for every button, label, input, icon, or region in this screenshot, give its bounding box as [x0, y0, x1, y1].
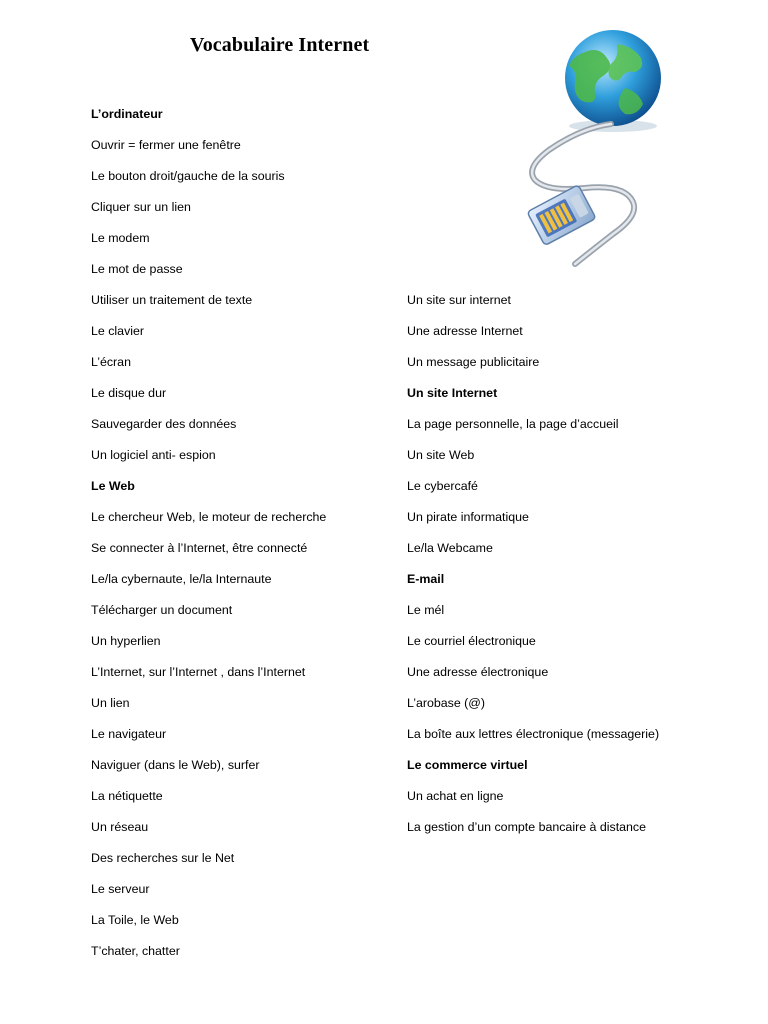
vocabulary-item: Sauvegarder des données: [91, 417, 237, 431]
vocabulary-item: L’Internet, sur l’Internet , dans l’Internet: [91, 665, 306, 679]
vocabulary-item: L’ordinateur: [91, 107, 163, 121]
vocabulary-item: Cliquer sur un lien: [91, 200, 191, 214]
vocabulary-item: Un pirate informatique: [407, 510, 529, 524]
vocabulary-item: Le chercheur Web, le moteur de recherche: [91, 510, 327, 524]
vocabulary-item: Un réseau: [91, 820, 149, 834]
vocabulary-item: Se connecter à l’Internet, être connecté: [91, 541, 308, 555]
vocabulary-item: Le bouton droit/gauche de la souris: [91, 169, 285, 183]
vocabulary-item: Le clavier: [91, 324, 145, 338]
vocabulary-item: Le modem: [91, 231, 150, 245]
vocabulary-item: Un site Internet: [407, 386, 498, 400]
vocabulary-item: Le disque dur: [91, 386, 167, 400]
vocabulary-item: Un logiciel anti- espion: [91, 448, 216, 462]
vocabulary-item: Le cybercafé: [407, 479, 478, 493]
vocabulary-item: Le/la cybernaute, le/la Internaute: [91, 572, 272, 586]
vocabulary-item: E-mail: [407, 572, 445, 586]
vocabulary-item: La gestion d’un compte bancaire à distance: [407, 820, 647, 834]
vocabulary-item: Une adresse Internet: [407, 324, 523, 338]
vocabulary-item: Un site sur internet: [407, 293, 511, 307]
vocabulary-item: Des recherches sur le Net: [91, 851, 235, 865]
vocabulary-list-right: [407, 290, 659, 848]
vocabulary-item: L’écran: [91, 355, 131, 369]
vocabulary-item: La nétiquette: [91, 789, 163, 803]
vocabulary-item: L’arobase (@): [407, 696, 486, 710]
vocabulary-item: Le serveur: [91, 882, 150, 896]
vocabulary-item: Un message publicitaire: [407, 355, 540, 369]
vocabulary-item: Naviguer (dans le Web), surfer: [91, 758, 260, 772]
vocabulary-item: La boîte aux lettres électronique (messagerie): [407, 727, 660, 741]
vocabulary-item: Un lien: [91, 696, 130, 710]
vocabulary-item: Le/la Webcame: [407, 541, 493, 555]
vocabulary-item: Le mél: [407, 603, 445, 617]
vocabulary-item: T’chater, chatter: [91, 944, 180, 958]
vocabulary-item: Le navigateur: [91, 727, 167, 741]
globe-with-network-cable-icon: [505, 26, 685, 276]
vocabulary-item: Le mot de passe: [91, 262, 183, 276]
vocabulary-item: Un site Web: [407, 448, 475, 462]
vocabulary-item: Le Web: [91, 479, 135, 493]
vocabulary-item: Un hyperlien: [91, 634, 161, 648]
vocabulary-item: Un achat en ligne: [407, 789, 504, 803]
vocabulary-item: Une adresse électronique: [407, 665, 549, 679]
vocabulary-item: Ouvrir = fermer une fenêtre: [91, 138, 241, 152]
page-title: Vocabulaire Internet: [190, 34, 370, 56]
vocabulary-list-left: [91, 104, 326, 972]
vocabulary-item: Le courriel électronique: [407, 634, 536, 648]
vocabulary-item: Le commerce virtuel: [407, 758, 528, 772]
vocabulary-item: La page personnelle, la page d’accueil: [407, 417, 619, 431]
vocabulary-item: Télécharger un document: [91, 603, 233, 617]
vocabulary-item: Utiliser un traitement de texte: [91, 293, 253, 307]
vocabulary-item: La Toile, le Web: [91, 913, 179, 927]
